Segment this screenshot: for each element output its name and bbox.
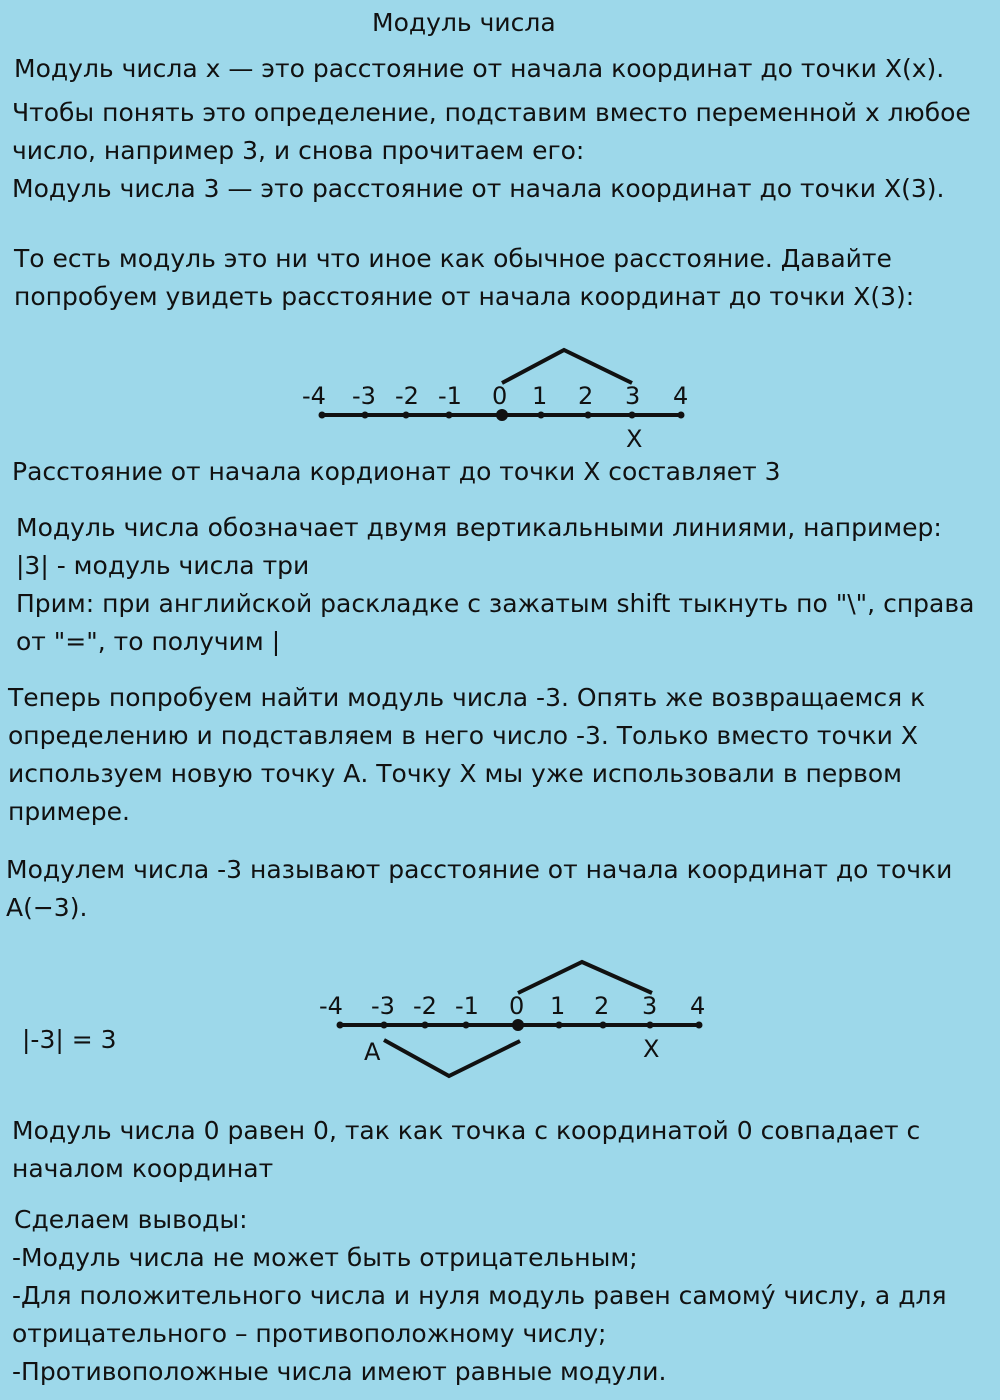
tick-label: 1	[532, 382, 548, 410]
tick-dot	[678, 412, 685, 419]
tick-dot	[696, 1022, 703, 1029]
page-title: Модуль числа	[372, 8, 556, 37]
tick-label: -3	[371, 992, 395, 1020]
tick-label: -1	[438, 382, 462, 410]
tick-label: 0	[509, 992, 525, 1020]
tick-label: 0	[492, 382, 508, 410]
number-line-2-diagram	[319, 962, 705, 1076]
negative-def-line-1: Модулем числа -3 называют расстояние от начала координат до точки	[6, 855, 953, 884]
tick-dot	[337, 1022, 344, 1029]
conclusions-heading: Сделаем выводы:	[14, 1205, 248, 1234]
tick-label: -1	[455, 992, 479, 1020]
tick-label: -4	[302, 382, 326, 410]
tick-label: -2	[413, 992, 437, 1020]
intro-line-2: число, например 3, и снова прочитаем его:	[12, 136, 585, 165]
distance-bracket-x	[502, 350, 632, 383]
absolute-value-equation: |-3| = 3	[22, 1025, 117, 1054]
tick-label: 4	[673, 382, 689, 410]
distance-bracket-a	[384, 1040, 520, 1076]
negative-intro-line-3: используем новую точку А. Точку Х мы уже использовали в первом	[8, 759, 903, 788]
notation-line-2: |3| - модуль числа три	[16, 551, 310, 580]
tick-label: 3	[625, 382, 641, 410]
tick-label: 2	[594, 992, 610, 1020]
tick-dot	[362, 412, 369, 419]
conclusion-item: отрицательного – противоположному числу;	[12, 1319, 607, 1348]
tick-dot	[446, 412, 453, 419]
tick-dot	[629, 412, 636, 419]
tick-dot	[538, 412, 545, 419]
tick-label: -4	[319, 992, 343, 1020]
tick-label: 3	[642, 992, 658, 1020]
tick-dot	[556, 1022, 563, 1029]
distance-bracket-x	[518, 962, 652, 993]
tick-dot	[600, 1022, 607, 1029]
origin-dot	[512, 1019, 524, 1031]
intro-line-1: Чтобы понять это определение, подставим вместо переменной х любое	[12, 98, 971, 127]
zero-line-1: Модуль числа 0 равен 0, так как точка с координатой 0 совпадает с	[12, 1116, 921, 1145]
notation-line-3: Прим: при английской раскладке с зажатым shift тыкнуть по "\", справа	[16, 589, 975, 618]
negative-intro-line-2: определению и подставляем в него число -3. Только вместо точки Х	[8, 721, 918, 750]
tick-dot	[403, 412, 410, 419]
tick-label: 2	[578, 382, 594, 410]
zero-line-2: началом координат	[12, 1154, 274, 1183]
tick-dot	[585, 412, 592, 419]
tick-dot	[381, 1022, 388, 1029]
distance-line-1: То есть модуль это ни что иное как обычное расстояние. Давайте	[14, 244, 892, 273]
conclusion-item: -Модуль числа не может быть отрицательным;	[12, 1243, 638, 1272]
distance-line-2: попробуем увидеть расстояние от начала координат до точки Х(3):	[14, 282, 915, 311]
conclusion-item: -Противоположные числа имеют равные модули.	[12, 1357, 667, 1386]
origin-dot	[496, 409, 508, 421]
notation-line-4: от "=", то получим |	[16, 627, 281, 656]
tick-dot	[647, 1022, 654, 1029]
negative-def-line-2: А(−3).	[6, 893, 88, 922]
tick-dot	[422, 1022, 429, 1029]
definition-text: Модуль числа х — это расстояние от начала координат до точки Х(х).	[14, 54, 945, 83]
tick-dot	[463, 1022, 470, 1029]
notation-line-1: Модуль числа обозначает двумя вертикальными линиями, например:	[16, 513, 942, 542]
tick-label: -2	[395, 382, 419, 410]
tick-label: 4	[690, 992, 706, 1020]
intro-line-3: Модуль числа 3 — это расстояние от начала координат до точки Х(3).	[12, 174, 945, 203]
point-a-label: A	[364, 1038, 381, 1066]
number-line-1-diagram	[302, 350, 688, 453]
negative-intro-line-1: Теперь попробуем найти модуль числа -3. Опять же возвращаемся к	[8, 683, 926, 712]
negative-intro-line-4: примере.	[8, 797, 130, 826]
point-x-label: X	[643, 1035, 660, 1063]
conclusion-item: -Для положительного числа и нуля модуль равен самому́ числу, а для	[12, 1281, 947, 1310]
point-x-label: X	[626, 425, 643, 453]
tick-label: 1	[550, 992, 566, 1020]
tick-dot	[319, 412, 326, 419]
result-text: Расстояние от начала кордионат до точки Х составляет 3	[12, 457, 781, 486]
tick-label: -3	[352, 382, 376, 410]
